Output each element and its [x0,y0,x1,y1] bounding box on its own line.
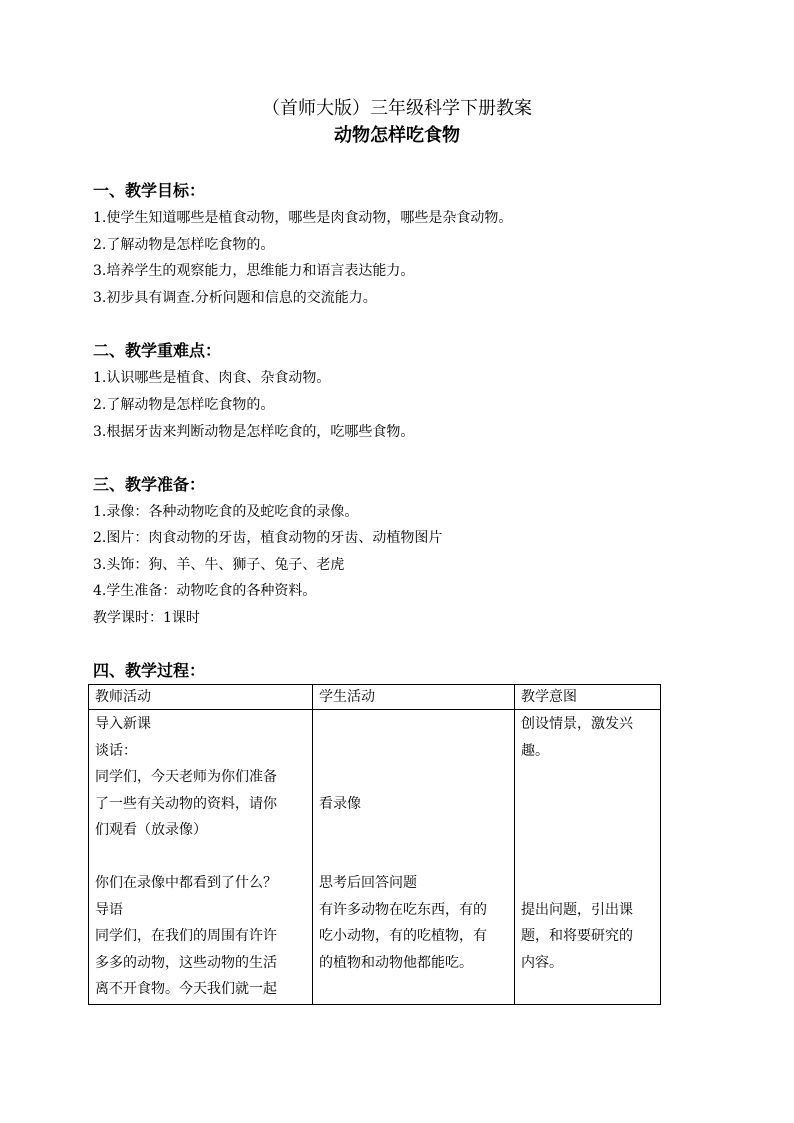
preparation-line: 3.头饰：狗、羊、牛、狮子、兔子、老虎 [93,557,345,573]
student-line: 思考后回答问题 [319,875,417,891]
student-activity-cell [313,710,515,1005]
teacher-line: 多多的动物，这些动物的生活 [95,954,277,971]
teacher-line: 同学们，在我们的周围有许许 [95,928,277,944]
blank-line [521,764,655,791]
blank-line [319,817,509,844]
teacher-line: 同学们，今天老师为你们准备 [95,769,277,785]
section-heading-preparation: 三、教学准备： [93,475,206,494]
blank-line [95,844,307,871]
blank-line [521,870,655,897]
student-line: 有许多动物在吃东西，有的 [319,901,487,918]
preparation-line: 4.学生准备：动物吃食的各种资料。 [93,583,317,599]
student-line: 看录像 [319,795,361,812]
section-heading-objectives: 一、教学目标： [93,181,206,200]
objective-line: 3.培养学生的观察能力，思维能力和语言表达能力。 [93,263,415,279]
teacher-activity-cell [89,710,313,1005]
preparation-line: 1.录像：各种动物吃食的及蛇吃食的录像。 [93,504,359,520]
key-point-line: 1.认识哪些是植食、肉食、杂食动物。 [93,370,331,386]
blank-line [319,764,509,791]
intent-line: 内容。 [521,954,563,971]
teacher-line: 导入新课 [95,716,151,732]
blank-line [521,791,655,818]
intent-line: 趣。 [521,742,549,759]
objective-line: 3.初步具有调查.分析问题和信息的交流能力。 [93,290,377,306]
table-row [89,710,661,1005]
teaching-intent-cell [515,710,661,1005]
teacher-line: 了一些有关动物的资料，请你 [95,795,277,812]
section-heading-process: 四、教学过程： [93,661,206,680]
intent-line: 创设情景，激发兴 [521,716,633,732]
teaching-process-table [88,684,661,1005]
document-subtitle: 动物怎样吃食物 [334,125,460,146]
student-line: 的植物和动物他都能吃。 [319,954,473,971]
table-header-row [89,685,661,710]
key-point-line: 2.了解动物是怎样吃食物的。 [93,397,275,413]
blank-line [319,711,509,738]
header-teaching-intent: 教学意图 [515,685,661,710]
teacher-line: 们观看（放录像） [95,822,207,838]
intent-line: 提出问题，引出课 [521,901,633,918]
blank-line [521,844,655,871]
preparation-line: 2.图片：肉食动物的牙齿，植食动物的牙齿、动植物图片 [93,530,443,546]
blank-line [521,817,655,844]
objective-line: 2.了解动物是怎样吃食物的。 [93,237,275,253]
class-hours-line: 教学课时：1课时 [93,610,200,626]
objective-line: 1.使学生知道哪些是植食动物，哪些是肉食动物，哪些是杂食动物。 [93,210,513,226]
teacher-line: 导语 [95,901,123,918]
blank-line [319,844,509,871]
header-student-activity: 学生活动 [313,685,515,710]
student-line: 吃小动物，有的吃植物，有 [319,928,487,944]
teacher-line: 谈话： [95,742,137,759]
header-teacher-activity: 教师活动 [89,685,313,710]
blank-line [319,738,509,765]
intent-line: 题，和将要研究的 [521,928,633,944]
teacher-line: 你们在录像中都看到了什么？ [95,875,277,891]
teacher-line: 离不开食物。今天我们就一起 [95,981,277,997]
section-heading-key-points: 二、教学重难点： [93,341,222,360]
key-point-line: 3.根据牙齿来判断动物是怎样吃食的，吃哪些食物。 [93,424,415,440]
document-title: （首师大版）三年级科学下册教案 [262,98,532,119]
